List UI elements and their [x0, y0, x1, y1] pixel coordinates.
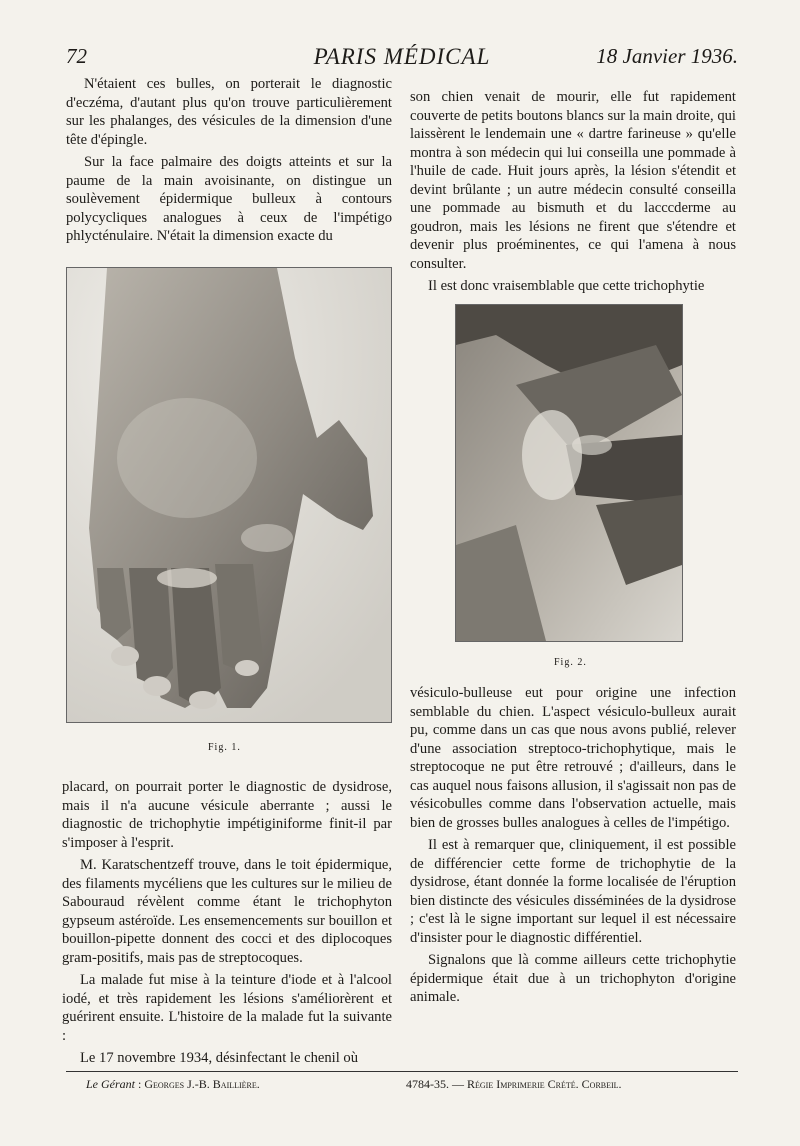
column-left-bottom — [62, 778, 392, 1068]
paragraph: vésiculo-bulleuse eut pour origine une infection semblable du chien. L'aspect vésiculo-bulleux aurait pu, comme dans un cas que nous avons publié, relever d'une association streptoco-trichophytique, mais le streptocoque ne put être retrouvé ; d'ailleurs, dans le cas auquel nous faisons allusion, il s'agissait non pas de vésicobulles comme dans l'observation actuelle, mais bien de grosses bulles analogues à celles de l'impétigo. — [410, 685, 736, 831]
paragraph: placard, on pourrait porter le diagnostic de dysidrose, mais il n'a aucune vésicule aberrante ; aussi le diagnostic de trichophytie impétiginiforme finit-il par s'imposer à l'esprit. — [62, 779, 392, 851]
figure-1-hand-photo — [66, 267, 392, 723]
paragraph: Le 17 novembre 1934, désinfectant le chenil où — [80, 1050, 359, 1066]
paragraph: Sur la face palmaire des doigts atteints et sur la paume de la main avoisinante, on distingue un soulèvement épidermique bulleux à contours polycycliques analogues à ceux de l'impétigo phlycténulaire. N'était la dimension exacte du — [66, 154, 392, 244]
issue-date: 18 Janvier 1936. — [596, 44, 738, 68]
paragraph: Il est à remarquer que, cliniquement, il est possible de différencier cette forme de trichophytie de la dysidrose, étant donnée la forme localisée de l'éruption bien distincte des vésicules disséminées de la dysidrose ; c'est là le signe important sur lequel il est nécessaire d'insister pour le diagnostic différentiel. — [410, 837, 736, 946]
figure-1-caption: Fig. 1. — [208, 742, 241, 753]
footer-label: Le Gérant — [86, 1077, 135, 1091]
column-right-bottom — [410, 684, 736, 1007]
column-right-top — [410, 88, 736, 296]
page-header — [66, 44, 738, 78]
footer-name: : Georges J.-B. Baillière. — [135, 1077, 260, 1091]
paragraph: M. Karatschentzeff trouve, dans le toit épidermique, des filaments mycéliens que les cultures sur le milieu de Sabouraud révèlent comme étant le trichophyton gypseum astéroïde. Les ensemencements sur bouillon et bouillon-pipette donnent des cocci et des diplocoques gram-positifs, mais pas de streptocoques. — [62, 857, 392, 966]
column-left-top — [66, 75, 392, 246]
footer-rule — [66, 1071, 738, 1072]
paragraph: La malade fut mise à la teinture d'iode et à l'alcool iodé, et très rapidement les lésions s'améliorèrent et guérirent ensuite. L'histoire de la malade fut la suivante : — [62, 972, 392, 1044]
figure-2-caption: Fig. 2. — [554, 657, 587, 668]
paragraph: son chien venait de mourir, elle fut rapidement couverte de petits boutons blancs sur la main droite, qui laissèrent le lendemain une « dartre farineuse » qu'elle montra à son médecin qui lui conseilla une pommade à l'huile de cade. Huit jours après, la lésion s'étendit et devint brûlante ; un autre médecin consulté conseilla une pommade au bismuth et du lacccderme au goudron, mais les lésions ne firent que s'étendre et devenir plus proéminentes, ce qui l'amena à nous consulter. — [410, 89, 736, 272]
footer-publisher — [86, 1077, 260, 1092]
paragraph: Il est donc vraisemblable que cette trichophytie — [428, 278, 705, 294]
page-number: 72 — [66, 44, 87, 68]
paragraph: Signalons que là comme ailleurs cette trichophytie épidermique était due à un trichophyton d'origine animale. — [410, 952, 736, 1005]
journal-title: PARIS MÉDICAL — [313, 44, 491, 69]
paragraph: N'étaient ces bulles, on porterait le diagnostic d'eczéma, d'autant plus qu'on trouve particulièrement sur les phalanges, des vésicules de la dimension d'une tête d'épingle. — [66, 76, 392, 148]
figure-2-palm-photo — [455, 304, 683, 642]
footer-printer: 4784-35. — Régie Imprimerie Crété. Corbeil. — [406, 1077, 622, 1091]
